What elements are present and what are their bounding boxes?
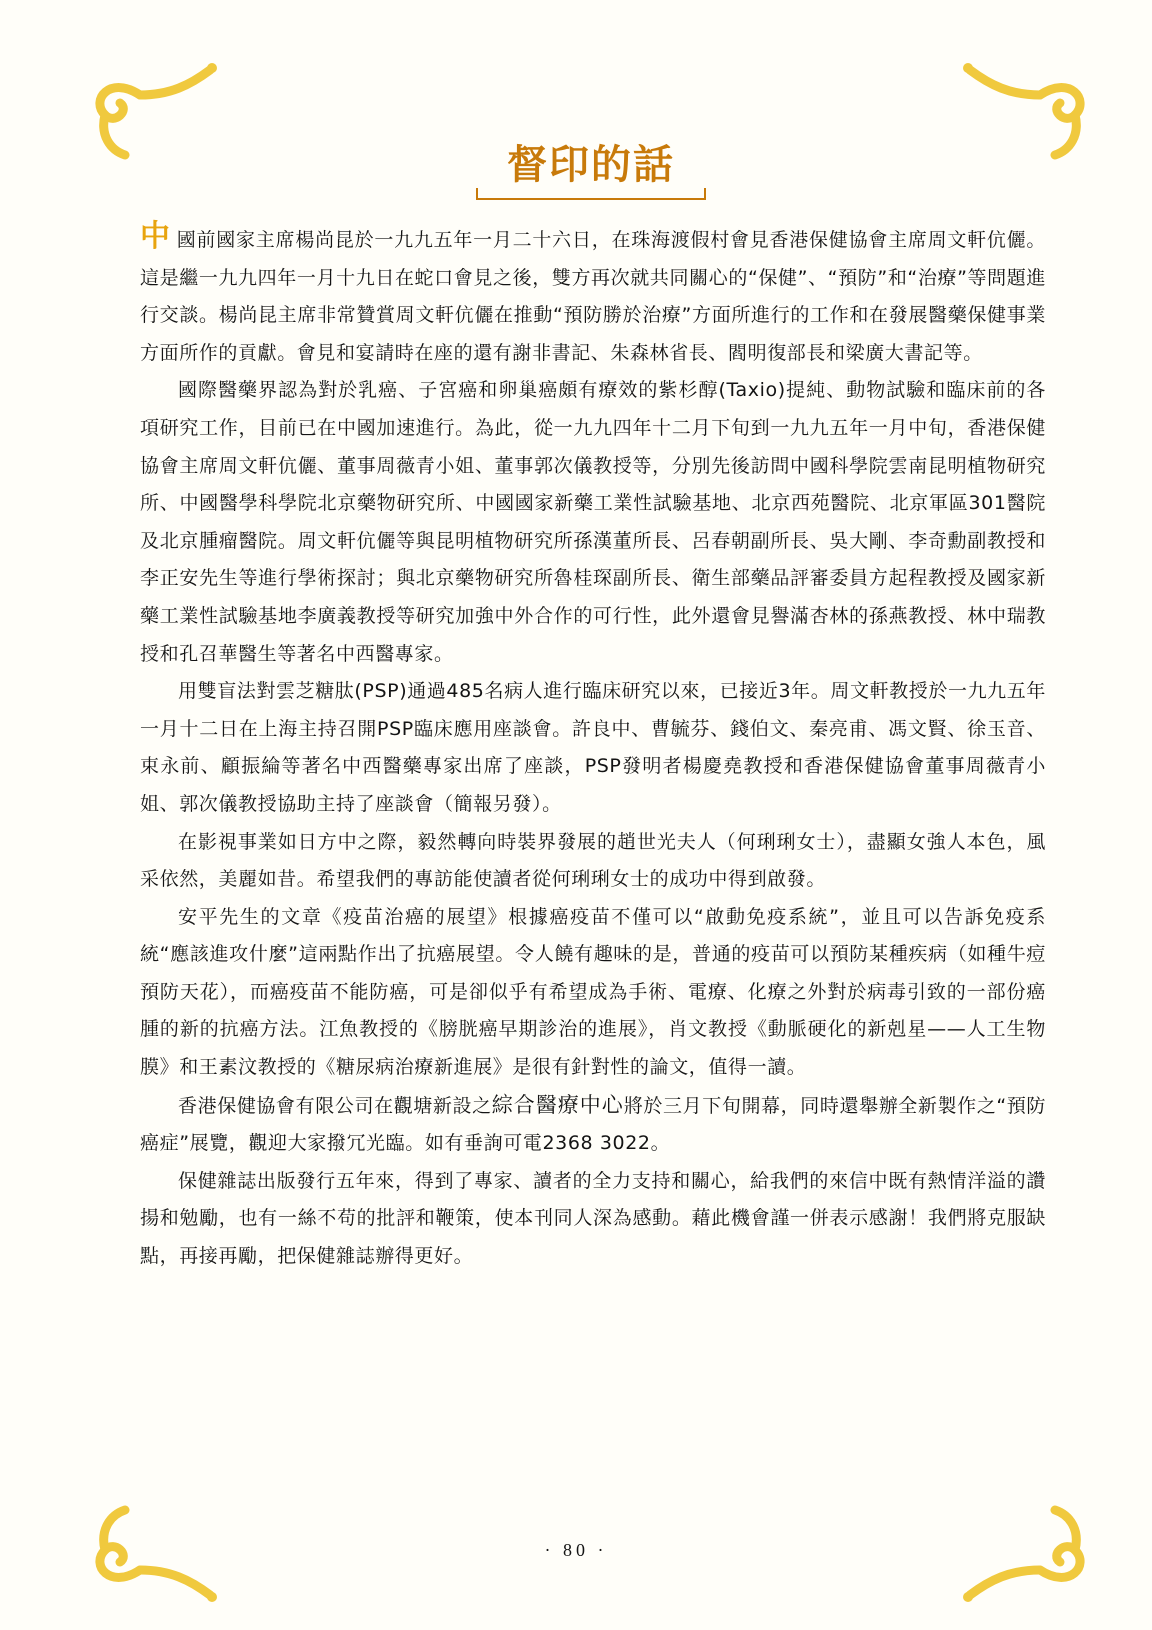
page-title: 督印的話 [507, 141, 675, 188]
paragraph-1 [140, 219, 1046, 372]
corner-ornament-top-right [960, 55, 1100, 165]
clinic-name: 綜合醫療中心 [491, 1092, 624, 1117]
paragraph-7: 保健雜誌出版發行五年來，得到了專家、讀者的全力支持和關心，給我們的來信中既有熱情洋溢的讚揚和勉勵，也有一絲不苟的批評和鞭策，使本刊同人深為感動。藉此機會謹一併表示感謝！我們將克服缺點，再接再勵，把保健雜誌辦得更好。 [140, 1169, 1046, 1268]
paragraph-4: 在影視事業如日方中之際，毅然轉向時裝界發展的趙世光夫人（何琍琍女士），盡顯女強人本色，風采依然，美麗如昔。希望我們的專訪能使讀者從何琍琍女士的成功中得到啟發。 [140, 830, 1046, 891]
article-body [140, 219, 1047, 1276]
paragraph-6-text-b: 將於三月下旬開幕，同時還舉辦全新製作之“預防癌症”展覽，觀迎大家撥冗光臨。如有垂詢可電2368 3022。 [140, 1094, 1047, 1155]
title-bracket-line [476, 188, 706, 200]
paragraph-6 [140, 1087, 1046, 1163]
drop-cap: 中 [140, 219, 171, 254]
paragraph-2: 國際醫藥界認為對於乳癌、子宮癌和卵巢癌頗有療效的紫杉醇(Taxio)提純、動物試驗和臨床前的各項研究工作，目前已在中國加速進行。為此，從一九九四年十二月下旬到一九九五年一月中旬，香港保健協會主席周文軒伉儷、董事周薇青小姐、董事郭次儀教授等，分別先後訪問中國科學院雲南昆明植物研究所、中國醫學科學院北京藥物研究所、中國國家新藥工業性試驗基地、北京西苑醫院、北京軍區301醫院及北京腫瘤醫院。周文軒伉儷等與昆明植物研究所孫漢董所長、呂春朝副所長、吳大剛、李奇勳副教授和李正安先生等進行學術探討；與北京藥物研究所魯桂琛副所長、衛生部藥品評審委員方起程教授及國家新藥工業性試驗基地李廣義教授等研究加強中外合作的可行性，此外還會見譽滿杏林的孫燕教授、林中瑞教授和孔召華醫生等著名中西醫專家。 [140, 379, 1046, 665]
title-block [476, 140, 706, 200]
paragraph-6-text-a: 香港保健協會有限公司在觀塘新設之 [178, 1094, 492, 1117]
paragraph-5: 安平先生的文章《疫苗治癌的展望》根據癌疫苗不僅可以“啟動免疫系統”，並且可以告訴免疫系統“應該進攻什麼”這兩點作出了抗癌展望。令人饒有趣味的是，普通的疫苗可以預防某種疾病（如種牛痘預防天花），而癌疫苗不能防癌，可是卻似乎有希望成為手術、電療、化療之外對於病毒引致的一部份癌腫的新的抗癌方法。江魚教授的《膀胱癌早期診治的進展》，肖文教授《動脈硬化的新剋星——人工生物膜》和王素汶教授的《糖尿病治療新進展》是很有針對性的論文，值得一讀。 [140, 905, 1046, 1079]
page-number: · 80 · [544, 1540, 608, 1560]
paragraph-1-text: 國前國家主席楊尚昆於一九九五年一月二十六日，在珠海渡假村會見香港保健協會主席周文軒伉儷。這是繼一九九四年一月十九日在蛇口會見之後，雙方再次就共同關心的“保健”、“預防”和“治療”等問題進行交談。楊尚昆主席非常贊賞周文軒伉儷在推動“預防勝於治療”方面所進行的工作和在發展醫藥保健事業方面所作的貢獻。會見和宴請時在座的還有謝非書記、朱森林省長、閻明復部長和梁廣大書記等。 [140, 229, 1046, 364]
paragraph-3: 用雙盲法對雲芝糖肽(PSP)通過485名病人進行臨床研究以來，已接近3年。周文軒教授於一九九五年一月十二日在上海主持召開PSP臨床應用座談會。許良中、曹毓芬、錢伯文、秦亮甫、馮文賢、徐玉音、束永前、顧振綸等著名中西醫藥專家出席了座談，PSP發明者楊慶堯教授和香港保健協會董事周薇青小姐、郭次儀教授協助主持了座談會（簡報另發）。 [140, 680, 1046, 815]
corner-ornament-top-left [80, 55, 220, 165]
